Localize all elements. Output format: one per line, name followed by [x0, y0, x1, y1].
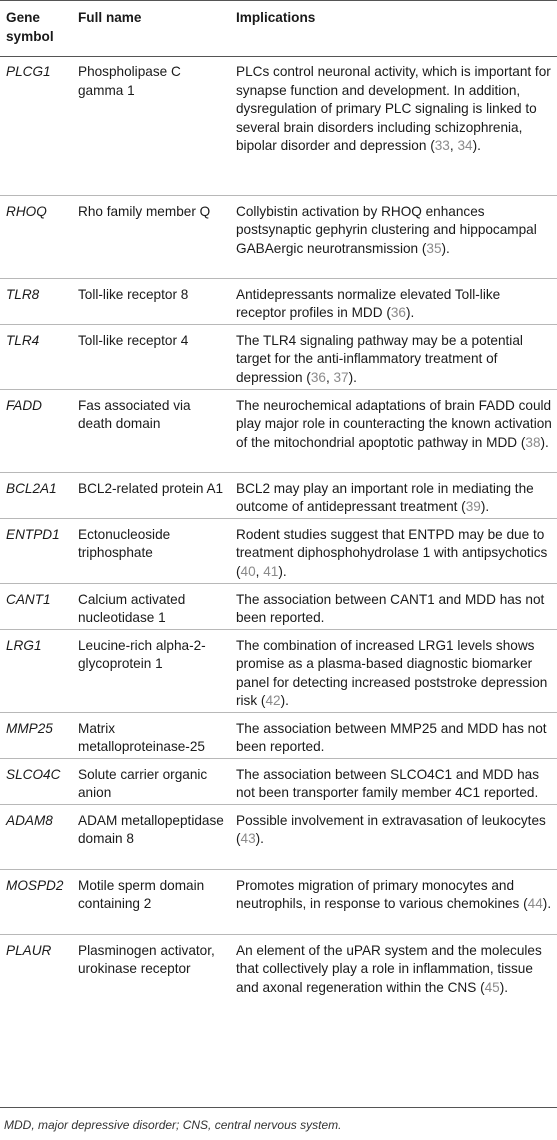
implications-text: PLCs control neuronal activity, which is important for synapse function and development. In addition, dysregulation of primary PLC signaling is linked to several brain disorders including schizophrenia, bipolar disorder and depression (	[236, 64, 551, 153]
full-name-cell: Solute carrier organic anion	[72, 758, 230, 804]
table-row	[0, 389, 557, 472]
implications-tail: ).	[278, 563, 287, 579]
gene-symbol-cell: PLCG1	[0, 56, 72, 195]
citation-link[interactable]: 40	[240, 563, 256, 579]
implications-cell	[230, 804, 557, 869]
implications-text: An element of the uPAR system and the molecules that collectively play a role in inflammation, tissue and axonal regeneration within the CNS (	[236, 942, 542, 995]
citation-link[interactable]: 43	[240, 831, 256, 846]
table-row	[0, 804, 557, 869]
citation-link[interactable]: 36	[310, 369, 326, 385]
implications-tail: ).	[480, 499, 490, 514]
citation-link[interactable]: 44	[527, 896, 543, 911]
implications-tail: ).	[499, 979, 509, 995]
table-row	[0, 934, 557, 1017]
implications-tail: ).	[406, 305, 415, 320]
table-row	[0, 758, 557, 804]
gene-symbol-cell: BCL2A1	[0, 472, 72, 518]
implications-text: Possible involvement in extravasation of leukocytes (	[236, 812, 546, 846]
implications-text: Collybistin activation by RHOQ enhances postsynaptic gephyrin clustering and hippocampal GABAergic neurotransmission (	[236, 203, 537, 256]
gene-symbol-cell: SLCO4C	[0, 758, 72, 804]
citation-link[interactable]: 41	[263, 563, 279, 579]
implications-text: Promotes migration of primary monocytes and neutrophils, in response to various chemokines (	[236, 877, 528, 911]
implications-text: The combination of increased LRG1 levels shows promise as a plasma-based diagnostic biomarker panel for detecting increased poststroke depression risk (	[236, 637, 548, 708]
citation-link[interactable]: 37	[333, 369, 349, 385]
gene-symbol-cell: TLR8	[0, 278, 72, 324]
table-row	[0, 278, 557, 324]
implications-tail: ).	[280, 693, 289, 708]
implications-tail: ).	[348, 369, 357, 385]
implications-tail: ).	[540, 434, 549, 450]
implications-text: Antidepressants normalize elevated Toll-like receptor profiles in MDD (	[236, 286, 501, 320]
gene-symbol-cell: LRG1	[0, 629, 72, 712]
citation-link[interactable]: 39	[465, 499, 481, 514]
gene-symbol-cell: ADAM8	[0, 804, 72, 869]
citation-link[interactable]: 45	[484, 979, 500, 995]
table-row	[0, 472, 557, 518]
gene-symbol-cell: TLR4	[0, 324, 72, 389]
implications-cell	[230, 389, 557, 472]
full-name-cell: BCL2-related protein A1	[72, 472, 230, 518]
full-name-cell: Toll-like receptor 4	[72, 324, 230, 389]
implications-text: Rodent studies suggest that ENTPD may be due to treatment diphosphohydrolase 1 with antipsychotics (	[236, 526, 548, 579]
full-name-cell: Fas associated via death domain	[72, 389, 230, 472]
implications-cell: The TLR4 signaling pathway may be a potential target for the anti-inflammatory treatment of depression (36, 37).	[230, 324, 557, 389]
gene-symbol-cell: RHOQ	[0, 195, 72, 278]
full-name-cell: Plasminogen activator, urokinase receptor	[78, 942, 215, 976]
implications-cell: Rodent studies suggest that ENTPD may be due to treatment diphosphohydrolase 1 with antipsychotics (40, 41).	[230, 518, 557, 583]
citation-link[interactable]: 38	[525, 434, 541, 450]
implications-cell	[230, 583, 557, 629]
implications-cell	[230, 758, 557, 804]
implications-cell	[230, 712, 557, 758]
gene-symbol-cell: ENTPD1	[0, 518, 72, 583]
implications-text: The association between CANT1 and MDD has not been reported.	[236, 591, 545, 625]
full-name-cell: Motile sperm domain containing 2	[72, 869, 230, 934]
full-name-cell: Rho family member Q	[72, 195, 230, 278]
gene-symbol-cell: MMP25	[0, 712, 72, 758]
implications-text: The association between SLCO4C1 and MDD has not been transporter family member 4C1 reported.	[236, 766, 539, 800]
gene-symbol-cell: CANT1	[0, 583, 72, 629]
table-row	[0, 195, 557, 278]
bottom-rule	[0, 1107, 557, 1108]
table-row	[0, 56, 557, 195]
full-name-cell: Toll-like receptor 8	[72, 278, 230, 324]
citation-link[interactable]: 33	[434, 138, 450, 153]
citation-link[interactable]: 36	[390, 305, 406, 320]
implications-tail: ).	[441, 240, 450, 256]
full-name-cell: Matrix metalloproteinase-25	[72, 712, 230, 758]
implications-cell	[230, 278, 557, 324]
full-name-cell: Ectonucleoside triphosphate	[72, 518, 230, 583]
header-row	[0, 0, 557, 56]
table-row	[0, 629, 557, 712]
gene-symbol-cell: FADD	[0, 389, 72, 472]
table-row	[0, 869, 557, 934]
table-row	[0, 712, 557, 758]
implications-tail: ).	[542, 896, 552, 911]
implications-tail: ).	[255, 831, 264, 846]
implications-cell	[230, 472, 557, 518]
implications-cell	[230, 629, 557, 712]
header-gene-symbol: Gene symbol	[6, 10, 54, 44]
full-name-cell: ADAM metallopeptidase domain 8	[72, 804, 230, 869]
implications-text: The TLR4 signaling pathway may be a potential target for the anti-inflammatory treatment of depression (	[236, 332, 523, 385]
implications-text: The association between MMP25 and MDD has not been reported.	[236, 720, 547, 754]
table-row	[0, 518, 557, 583]
gene-symbol-cell: PLAUR	[6, 942, 52, 958]
header-implications: Implications	[236, 10, 316, 25]
implications-cell	[230, 869, 557, 934]
header-full-name: Full name	[78, 10, 142, 25]
citation-link[interactable]: 42	[265, 693, 281, 708]
table-footnote: MDD, major depressive disorder; CNS, central nervous system.	[4, 1118, 342, 1132]
implications-text: BCL2 may play an important role in mediating the outcome of antidepressant treatment (	[236, 480, 534, 514]
citation-link[interactable]: 34	[457, 138, 473, 153]
table-row	[0, 583, 557, 629]
full-name-cell: Phospholipase C gamma 1	[72, 56, 230, 195]
citation-link[interactable]: 35	[426, 240, 442, 256]
implications-cell	[230, 195, 557, 278]
full-name-cell: Calcium activated nucleotidase 1	[72, 583, 230, 629]
implications-cell	[230, 934, 557, 1017]
table-row	[0, 324, 557, 389]
gene-symbol-cell: MOSPD2	[0, 869, 72, 934]
full-name-cell: Leucine-rich alpha-2-glycoprotein 1	[72, 629, 230, 712]
implications-text: The neurochemical adaptations of brain FADD could play major role in counteracting the known activation of the mitochondrial apoptotic pathway in MDD (	[236, 397, 552, 450]
implications-tail: ).	[472, 138, 481, 153]
implications-cell: PLCs control neuronal activity, which is important for synapse function and development. In addition, dysregulation of primary PLC signaling is linked to several brain disorders including schizophrenia, bipolar disorder and depression (33, 34).	[230, 56, 557, 195]
